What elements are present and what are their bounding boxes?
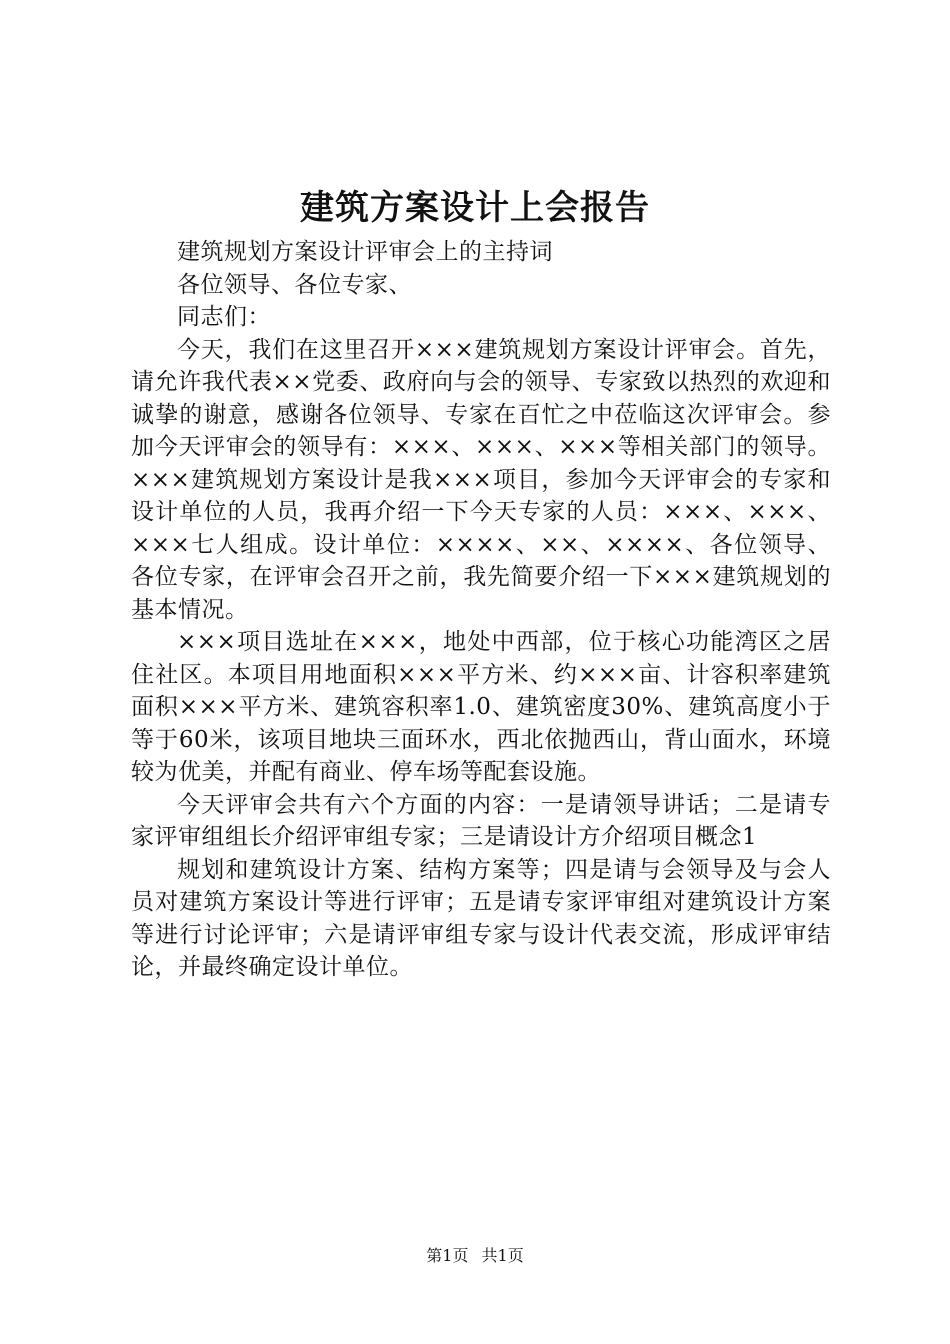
paragraph-agenda-continued: 规划和建筑设计方案、结构方案等；四是请与会领导及与会人员对建筑方案设计等进行评审；五是请专家评审组对建筑设计方案等进行讨论评审；六是请评审组专家与设计代表交流，形成评审结论，并最终确定设计单位。 <box>131 856 831 980</box>
paragraph-salutation: 各位领导、各位专家、 <box>177 271 412 298</box>
paragraph-salutation-2: 同志们： <box>177 304 271 330</box>
page-number: 第1页 <box>426 1246 469 1265</box>
document-body <box>131 236 831 984</box>
paragraph-project-overview: ×××项目选址在×××，地处中西部，位于核心功能湾区之居住社区。本项目用地面积×××平方米、约×××亩、计容积率建筑面积×××平方米、建筑容积率1.0、建筑密度30%、建筑高度小于等于60米，该项目地块三面环水，西北依抛西山，背山面水，环境较为优美，并配有商业、停车场等配套设施。 <box>131 629 831 785</box>
paragraph-introduction: 今天，我们在这里召开×××建筑规划方案设计评审会。首先，请允许我代表××党委、政府向与会的领导、专家致以热烈的欢迎和诚挚的谢意，感谢各位领导、专家在百忙之中莅临这次评审会。参加今天评审会的领导有：×××、×××、×××等相关部门的领导。×××建筑规划方案设计是我×××项目，参加今天评审会的专家和设计单位的人员，我再介绍一下今天专家的人员：×××、×××、×××七人组成。设计单位：××××、××、××××、各位领导、各位专家，在评审会召开之前，我先简要介绍一下×××建筑规划的基本情况。 <box>131 336 831 623</box>
document-title: 建筑方案设计上会报告 <box>300 188 650 228</box>
page-footer <box>0 1244 950 1268</box>
page-total: 共1页 <box>481 1246 524 1265</box>
paragraph-agenda: 今天评审会共有六个方面的内容：一是请领导讲话；二是请专家评审组组长介绍评审组专家；三是请设计方介绍项目概念1 <box>131 791 831 850</box>
paragraph-subtitle: 建筑规划方案设计评审会上的主持词 <box>177 239 553 265</box>
